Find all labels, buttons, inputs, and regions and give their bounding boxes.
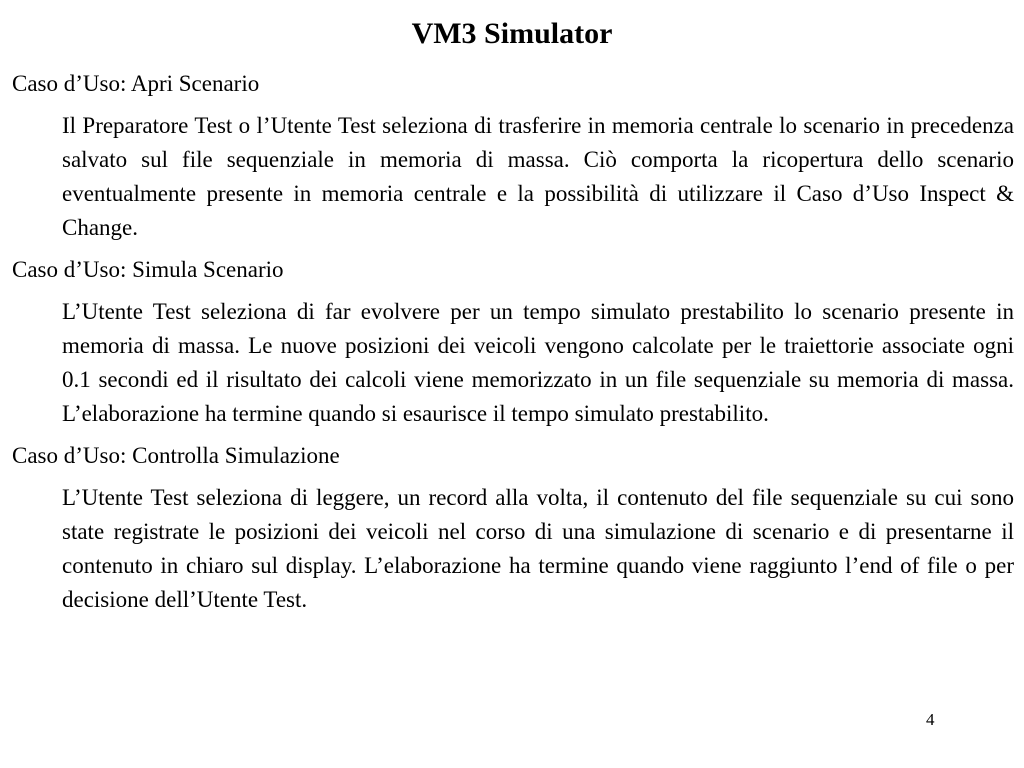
slide-title: VM3 Simulator [411, 17, 613, 50]
section-text: L’Utente Test seleziona di leggere, un record alla volta, il contenuto del file sequenziale su cui sono state registrate le posizioni dei veicoli nel corso di una simulazione di scenario e di presentarne il contenuto in chiaro sul display. L’elaborazione ha termine quando viene raggiunto l’end of file o per decisione dell’Utente Test. [62, 485, 1014, 612]
page-number: 4 [926, 710, 935, 729]
section-apri-scenario [12, 69, 1014, 245]
section-heading: Caso d’Uso: Apri Scenario [12, 71, 260, 96]
section-heading: Caso d’Uso: Controlla Simulazione [12, 443, 340, 468]
section-text: L’Utente Test seleziona di far evolvere per un tempo simulato prestabilito lo scenario presente in memoria di massa. Le nuove posizioni dei veicoli vengono calcolate per le traiettorie associate ogni 0.1 secondi ed il risultato dei calcoli viene memorizzato in un file sequenziale su memoria di massa. L’elaborazione ha termine quando si esaurisce il tempo simulato prestabilito. [62, 299, 1014, 426]
section-simula-scenario [12, 255, 1014, 431]
section-heading: Caso d’Uso: Simula Scenario [12, 257, 284, 282]
section-text: Il Preparatore Test o l’Utente Test seleziona di trasferire in memoria centrale lo scenario in precedenza salvato sul file sequenziale in memoria di massa. Ciò comporta la ricopertura dello scenario eventualmente presente in memoria centrale e la possibilità di utilizzare il Caso d’Uso Inspect & Change. [62, 113, 1014, 240]
section-controlla-simulazione [12, 441, 1014, 617]
slide-body [12, 69, 1014, 627]
